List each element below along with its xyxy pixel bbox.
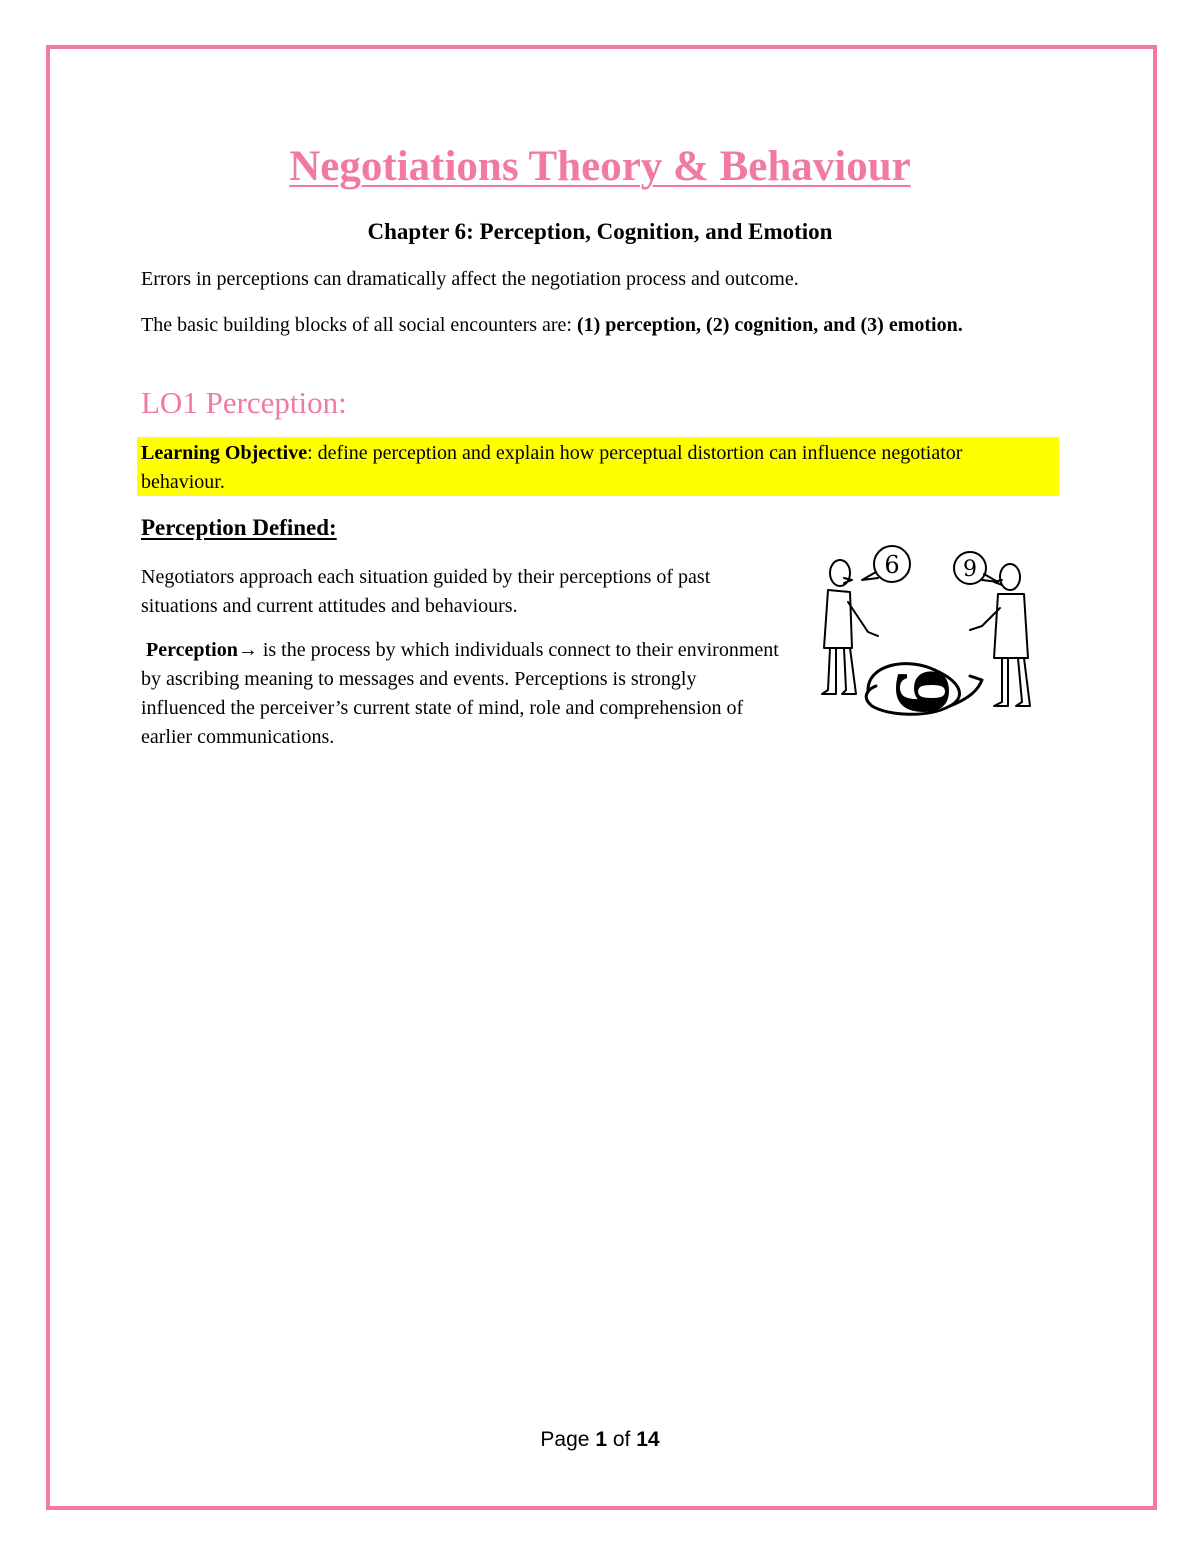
definition-text: is the process by which individuals connect to their environment by ascribing meaning to messages and events. Perceptions is strongly influenced the perceiver’s current state of mind, role and comprehension of earlier communications.: [141, 639, 779, 748]
perception-defined-heading: Perception Defined:: [141, 515, 337, 540]
six-or-nine-illustration: [810, 540, 1045, 730]
floor-digit: 6: [882, 667, 965, 717]
footer-total-pages: 14: [636, 1428, 660, 1451]
arrow-icon: →: [237, 639, 258, 661]
chapter-heading: Chapter 6: Perception, Cognition, and Emotion: [367, 219, 833, 244]
learning-objective: [141, 439, 1041, 497]
footer-of-word: of: [612, 1428, 631, 1451]
right-bubble-digit: 9: [963, 557, 977, 582]
learning-objective-text: : define perception and explain how perceptual distortion can influence negotiator behaviour.: [141, 442, 963, 493]
document-title: Negotiations Theory & Behaviour: [289, 143, 911, 190]
footer-current-page: 1: [595, 1428, 607, 1451]
lo1-heading: LO1 Perception:: [141, 385, 347, 420]
definition-paragraph: [141, 636, 781, 752]
learning-objective-label: Learning Objective: [141, 442, 308, 464]
left-bubble-digit: 6: [884, 551, 900, 579]
left-person-figure: [822, 560, 878, 694]
intro-paragraph: Errors in perceptions can dramatically affect the negotiation process and outcome.: [141, 268, 799, 290]
building-blocks-emphasis: (1) perception, (2) cognition, and (3) emotion.: [576, 314, 963, 336]
page-footer: [0, 1428, 1200, 1452]
definition-term: Perception: [146, 639, 238, 661]
building-blocks-paragraph: [141, 311, 1041, 340]
building-blocks-prefix: The basic building blocks of all social encounters are:: [141, 314, 577, 336]
approach-paragraph: Negotiators approach each situation guided by their perceptions of past situations and current attitudes and behaviours.: [141, 566, 711, 617]
footer-page-word: Page: [540, 1428, 590, 1451]
